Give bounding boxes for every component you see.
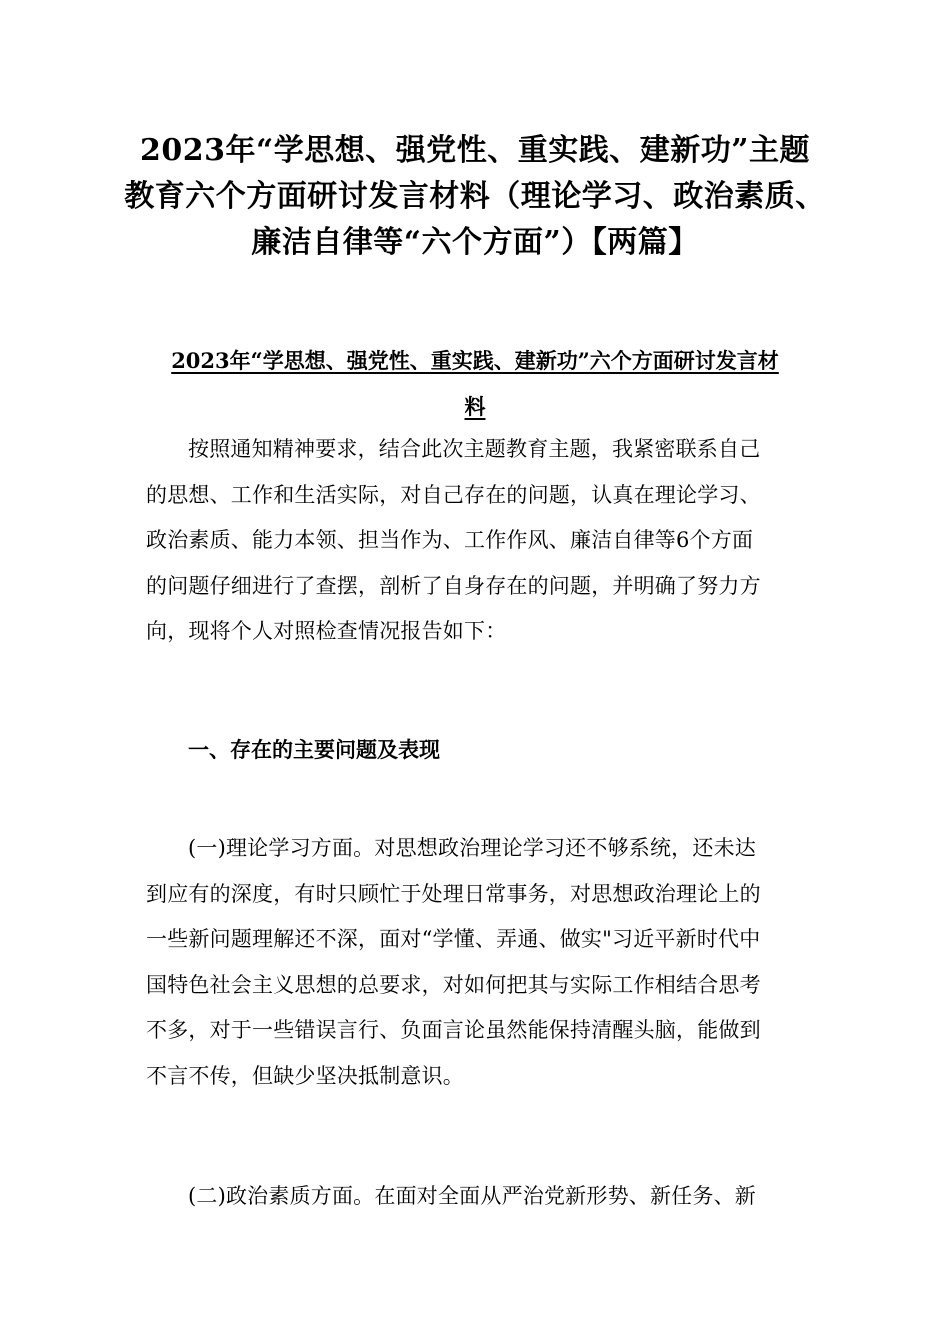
paragraph-line: 的问题仔细进行了查摆，剖析了自身存在的问题，并明确了努力方 — [146, 573, 761, 598]
paragraph-line: 的思想、工作和生活实际，对自己存在的问题，认真在理论学习、 — [146, 482, 761, 507]
paragraph-line: 不多，对于一些错误言行、负面言论虽然能保持清醒头脑，能做到 — [146, 1018, 761, 1042]
paragraph-line: (二)政治素质方面。在面对全面从严治党新形势、新任务、新 — [188, 1184, 756, 1208]
document-title — [120, 128, 830, 266]
paragraph-line: 不言不传，但缺少坚决抵制意识。 — [146, 1063, 464, 1088]
title-line: 2023年“学思想、强党性、重实践、建新功”主题 — [139, 133, 810, 168]
section-heading: 一、存在的主要问题及表现 — [188, 737, 440, 762]
subtitle-line: 2023年“学思想、强党性、重实践、建新功”六个方面研讨发言材 — [171, 348, 779, 373]
paragraph-line: 政治素质、能力本领、担当作为、工作作风、廉洁自律等6个方面 — [146, 528, 754, 552]
paragraph-line: 向，现将个人对照检查情况报告如下： — [146, 619, 507, 643]
intro-paragraph — [146, 427, 810, 655]
title-line: 教育六个方面研讨发言材料（理论学习、政治素质、 — [124, 179, 826, 214]
section1-paragraph — [146, 826, 810, 1099]
title-line: 廉洁自律等“六个方面”）【两篇】 — [251, 225, 699, 260]
paragraph-line: (一)理论学习方面。对思想政治理论学习还不够系统，还未达 — [188, 836, 756, 860]
section2-paragraph — [146, 1174, 810, 1220]
subtitle-line: 料 — [464, 394, 486, 419]
paragraph-line: 到应有的深度，有时只顾忙于处理日常事务，对思想政治理论上的 — [146, 881, 761, 906]
document-subtitle — [140, 338, 810, 430]
paragraph-line: 一些新问题理解还不深，面对“学懂、弄通、做实"习近平新时代中 — [146, 927, 761, 951]
paragraph-line: 按照通知精神要求，结合此次主题教育主题，我紧密联系自己 — [188, 437, 761, 461]
paragraph-line: 国特色社会主义思想的总要求，对如何把其与实际工作相结合思考 — [146, 972, 761, 997]
